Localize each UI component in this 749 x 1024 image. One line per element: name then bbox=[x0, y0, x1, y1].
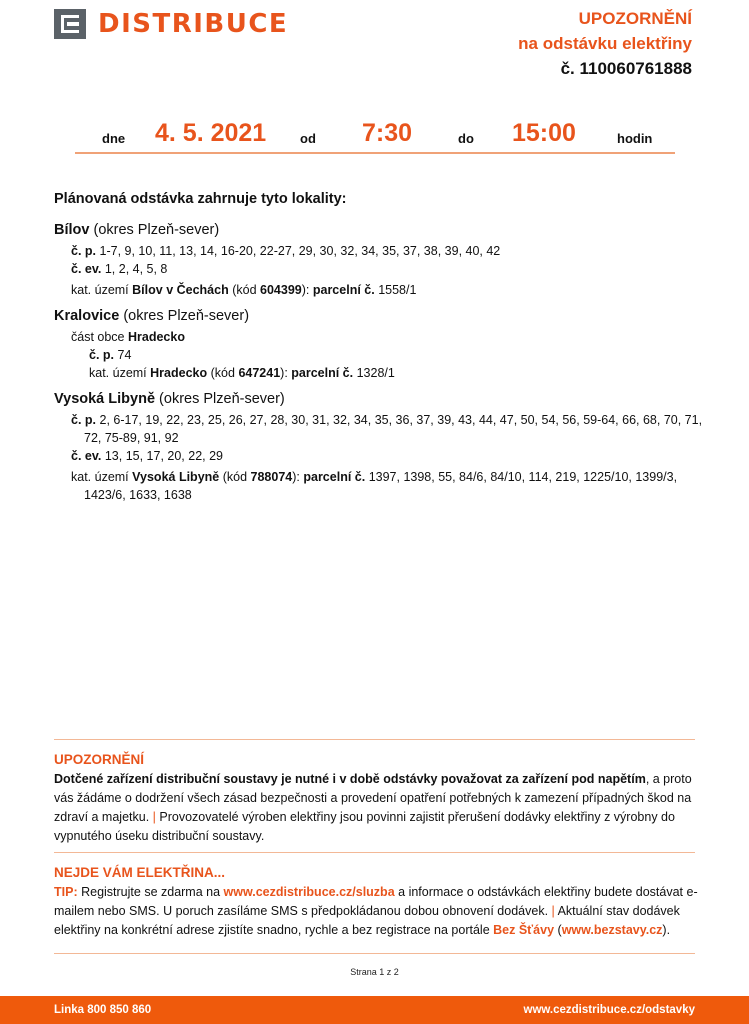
to-label: do bbox=[458, 131, 474, 146]
locations-intro: Plánovaná odstávka zahrnuje tyto lokality: bbox=[54, 191, 347, 207]
registration-numbers: 13, 15, 17, 20, 22, 29 bbox=[104, 449, 223, 463]
notice-title: UPOZORNĚNÍ bbox=[578, 9, 692, 28]
location-bilov: Bílov (okres Plzeň-sever) č. p. 1-7, 9, 10, 11, 13, 14, 16-20, 22-27, 29, 30, 32, 34, 35, 37, 38, 39, 40, 42 č. ev. 1, 2, 4, 5, 8 kat. území Bílov v Čechách (kód 604399): parcelní č. 1558/1 bbox=[54, 222, 501, 297]
cp-label: č. p. bbox=[89, 348, 115, 362]
parcel-label: parcelní č. bbox=[312, 283, 375, 297]
notice-header bbox=[518, 6, 692, 81]
kat-label: kat. území bbox=[89, 366, 147, 380]
kod-label: (kód bbox=[232, 283, 257, 297]
paren: ). bbox=[662, 923, 671, 937]
outage-date: 4. 5. 2021 bbox=[155, 119, 267, 147]
parcel-label: parcelní č. bbox=[291, 366, 354, 380]
cev-label: č. ev. bbox=[71, 449, 102, 463]
house-numbers: 2, 6-17, 19, 22, 23, 25, 26, 27, 28, 30, 31, 32, 34, 35, 36, 37, 39, 43, 44, 47, 50, 54, 56, 59-64, 66, 68, 70, 71, 72, 75-89, 91, 92 bbox=[84, 413, 703, 445]
cadastral-area: Vysoká Libyně bbox=[132, 470, 220, 484]
cadastral-code: 647241 bbox=[238, 366, 281, 380]
registration-numbers: 1, 2, 4, 5, 8 bbox=[104, 262, 168, 276]
tip-section bbox=[54, 863, 704, 940]
part-label: část obce bbox=[71, 330, 125, 344]
start-time: 7:30 bbox=[362, 119, 413, 147]
safety-warning bbox=[54, 750, 704, 846]
from-label: od bbox=[300, 131, 316, 146]
cez-e-logo-icon bbox=[54, 9, 86, 39]
part-name: Hradecko bbox=[128, 330, 185, 344]
tip-text bbox=[54, 883, 704, 940]
divider bbox=[54, 852, 695, 853]
cadastral-code: 788074 bbox=[250, 470, 293, 484]
paren: ( bbox=[557, 923, 562, 937]
house-numbers: 74 bbox=[117, 348, 132, 362]
warning-title: UPOZORNĚNÍ bbox=[54, 752, 145, 767]
location-kralovice: Kralovice (okres Plzeň-sever) část obce Hradecko č. p. 74 kat. území Hradecko (kód 647241): parcelní č. 1328/1 bbox=[54, 308, 395, 380]
divider bbox=[54, 953, 695, 954]
location-district: (okres Plzeň-sever) bbox=[123, 308, 250, 324]
locations-section bbox=[54, 190, 704, 512]
hours-label: hodin bbox=[617, 131, 653, 146]
cp-label: č. p. bbox=[71, 413, 97, 427]
location-district: (okres Plzeň-sever) bbox=[93, 222, 220, 238]
footer-url-link[interactable]: www.cezdistribuce.cz/odstavky bbox=[523, 1004, 695, 1016]
warning-text2: Provozovatelé výroben elektřiny jsou povinni zajistit přerušení dodávky elektřiny z výrobny do vypnutého úseku distribuční soustavy. bbox=[54, 810, 675, 843]
location-name: Kralovice bbox=[54, 308, 120, 324]
page-number: Strana 1 z 2 bbox=[350, 967, 399, 977]
tip-label: TIP: bbox=[54, 885, 78, 899]
end-time: 15:00 bbox=[512, 119, 576, 147]
tip-text1: Registrujte se zdarma na bbox=[81, 885, 221, 899]
cadastral-code: 604399 bbox=[260, 283, 302, 297]
location-name: Bílov bbox=[54, 222, 90, 238]
parcel-numbers: 1558/1 bbox=[378, 283, 417, 297]
tip-text2: a informace o odstávkách elektřiny budete dostávat e-mailem nebo SMS. U poruch zasíláme SMS s předpokládanou dobou obnovení dodávek. bbox=[54, 885, 698, 918]
kat-label: kat. území bbox=[71, 470, 129, 484]
kod-label: (kód bbox=[222, 470, 248, 484]
cp-label: č. p. bbox=[71, 244, 97, 258]
cadastral-area: Bílov v Čechách bbox=[132, 283, 229, 297]
parcel-label: parcelní č. bbox=[303, 470, 366, 484]
kat-label: kat. území bbox=[71, 283, 129, 297]
service-link[interactable]: www.cezdistribuce.cz/sluzba bbox=[223, 885, 395, 899]
location-district: (okres Plzeň-sever) bbox=[159, 391, 285, 407]
kod-label: (kód bbox=[210, 366, 235, 380]
tip-title: NEJDE VÁM ELEKTŘINA... bbox=[54, 865, 226, 880]
notice-subtitle: na odstávku elektřiny bbox=[518, 34, 692, 53]
location-name: Vysoká Libyně bbox=[54, 391, 156, 407]
parcel-numbers: 1397, 1398, 55, 84/6, 84/10, 114, 219, 1225/10, 1399/3, 1423/6, 1633, 1638 bbox=[84, 470, 678, 502]
date-label: dne bbox=[102, 131, 126, 146]
tip-text3: Aktuální stav dodávek elektřiny na konkrétní adrese zjistíte snadno, rychle a bez registrace na portále bbox=[54, 904, 680, 937]
divider bbox=[54, 739, 695, 740]
house-numbers: 1-7, 9, 10, 11, 13, 14, 16-20, 22-27, 29, 30, 32, 34, 35, 37, 38, 39, 40, 42 bbox=[99, 244, 501, 258]
warning-bold: Dotčené zařízení distribuční soustavy je nutné i v době odstávky považovat za zařízení pod napětím bbox=[54, 772, 646, 786]
notice-number: č. 110060761888 bbox=[560, 59, 692, 78]
parcel-numbers: 1328/1 bbox=[356, 366, 395, 380]
bez-stavy-link[interactable]: Bez Šťávy bbox=[493, 923, 555, 937]
location-vysoka-libyne: Vysoká Libyně (okres Plzeň-sever) č. p. 2, 6-17, 19, 22, 23, 25, 26, 27, 28, 30, 31, 32, 34, 35, 36, 37, 39, 43, 44, 47, 50, 54, 56, 59-64, 66, 68, 70, 71, 72, 75-89, 91, 92 č. ev. 13, 15, 17, 20, 22, 29 kat. území Vysoká Libyně (kód 788074): parcelní č. 1397, 1398, 55, 84/6, 84/10, 114, 219, 1225/10, 1399/3, 1423/6, 1633, 1638 bbox=[54, 391, 703, 502]
cev-label: č. ev. bbox=[71, 262, 102, 276]
bezstavy-url-link[interactable]: www.bezstavy.cz bbox=[561, 923, 663, 937]
footer-bar bbox=[0, 996, 749, 1024]
brand-name: DISTRIBUCE bbox=[98, 9, 289, 39]
brand-logo bbox=[54, 9, 288, 39]
cadastral-area: Hradecko bbox=[150, 366, 208, 380]
outage-schedule bbox=[75, 116, 675, 154]
warning-text bbox=[54, 770, 704, 846]
hotline: Linka 800 850 860 bbox=[54, 1004, 152, 1016]
separator: | bbox=[551, 904, 555, 918]
separator: | bbox=[152, 810, 156, 824]
warning-text1: , a proto vás žádáme o dodržení všech zásad bezpečnosti a provedení opatření potřebných k zamezení případných škod na zdraví a majetku. bbox=[54, 772, 692, 824]
